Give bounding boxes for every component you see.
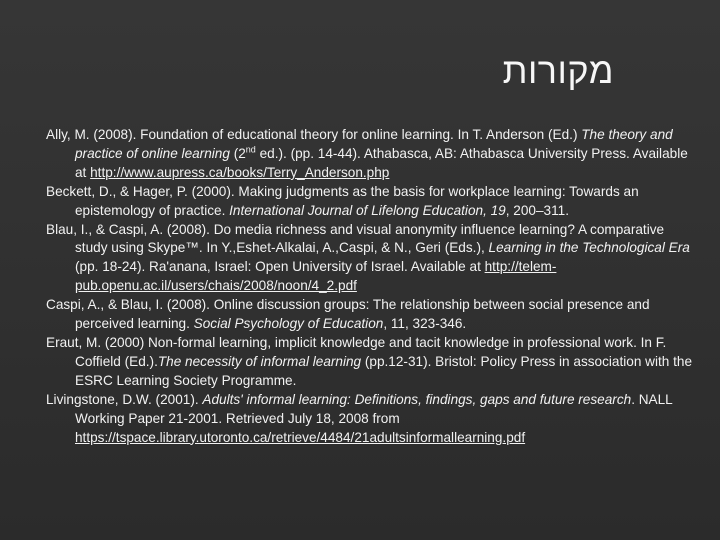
reference-text: (2 xyxy=(229,145,246,161)
reference-title: Adults' informal learning: Definitions, findings, gaps and future research xyxy=(202,391,632,407)
reference-item xyxy=(46,126,696,183)
reference-text: Ally, M. (2008). Foundation of educational theory for online learning. In T. Anderson (Ed.) xyxy=(46,127,582,142)
reference-link[interactable]: https://tspace.library.utoronto.ca/retrieve/4484/21adultsinformallearning.pdf xyxy=(75,429,526,445)
reference-text: Livingstone, D.W. (2001). xyxy=(46,391,203,407)
reference-item xyxy=(46,296,696,334)
reference-item xyxy=(46,334,696,391)
reference-text: Eraut, M. (2000) Non-formal learning, implicit knowledge and tacit knowledge in professional work. In F. Coffield (Ed.). xyxy=(46,334,667,369)
reference-text: Beckett, D., & Hager, P. (2000). Making judgments as the basis for workplace learning: Towards an epistemology of practice. xyxy=(46,183,639,218)
reference-text: Blau, I., & Caspi, A. (2008). Do media richness and visual anonymity influence learning? A comparative study using Skype™. In Y.,Eshet-Alkalai, A.,Caspi, & N., Geri (Eds.), xyxy=(46,221,665,256)
reference-text: Caspi, A., & Blau, I. (2008). Online discussion groups: The relationship between social presence and perceived learning. xyxy=(46,297,650,332)
reference-title: Social Psychology of Education xyxy=(193,316,384,332)
reference-title: The theory and practice of online learning xyxy=(75,127,673,161)
reference-item xyxy=(46,221,696,297)
reference-text: (pp.12-31). Bristol: Policy Press in association with the ESRC Learning Society Programme. xyxy=(75,353,693,388)
reference-title: The necessity of informal learning xyxy=(157,353,362,369)
reference-text: , 11, 323-346. xyxy=(383,316,467,332)
reference-title: International Journal of Lifelong Education, 19 xyxy=(229,202,506,218)
reference-list xyxy=(46,126,696,447)
reference-item xyxy=(46,183,696,221)
reference-item xyxy=(46,391,696,448)
reference-title: Learning in the Technological Era xyxy=(488,240,690,256)
slide-title: מקורות xyxy=(502,50,614,91)
reference-text: ed.). (pp. 14-44). Athabasca, AB: Athabasca University Press. Available at xyxy=(75,145,688,180)
reference-text: . NALL Working Paper 21-2001. Retrieved July 18, 2008 from xyxy=(75,391,673,426)
reference-link[interactable]: http://www.aupress.ca/books/Terry_Anderson.php xyxy=(90,164,390,180)
reference-text: , 200–311. xyxy=(505,202,569,218)
reference-link[interactable]: http://telem-pub.openu.ac.il/users/chais/2008/noon/4_2.pdf xyxy=(75,259,557,294)
reference-text: (pp. 18-24). Ra'anana, Israel: Open University of Israel. Available at xyxy=(75,259,485,275)
reference-superscript: nd xyxy=(245,144,256,155)
